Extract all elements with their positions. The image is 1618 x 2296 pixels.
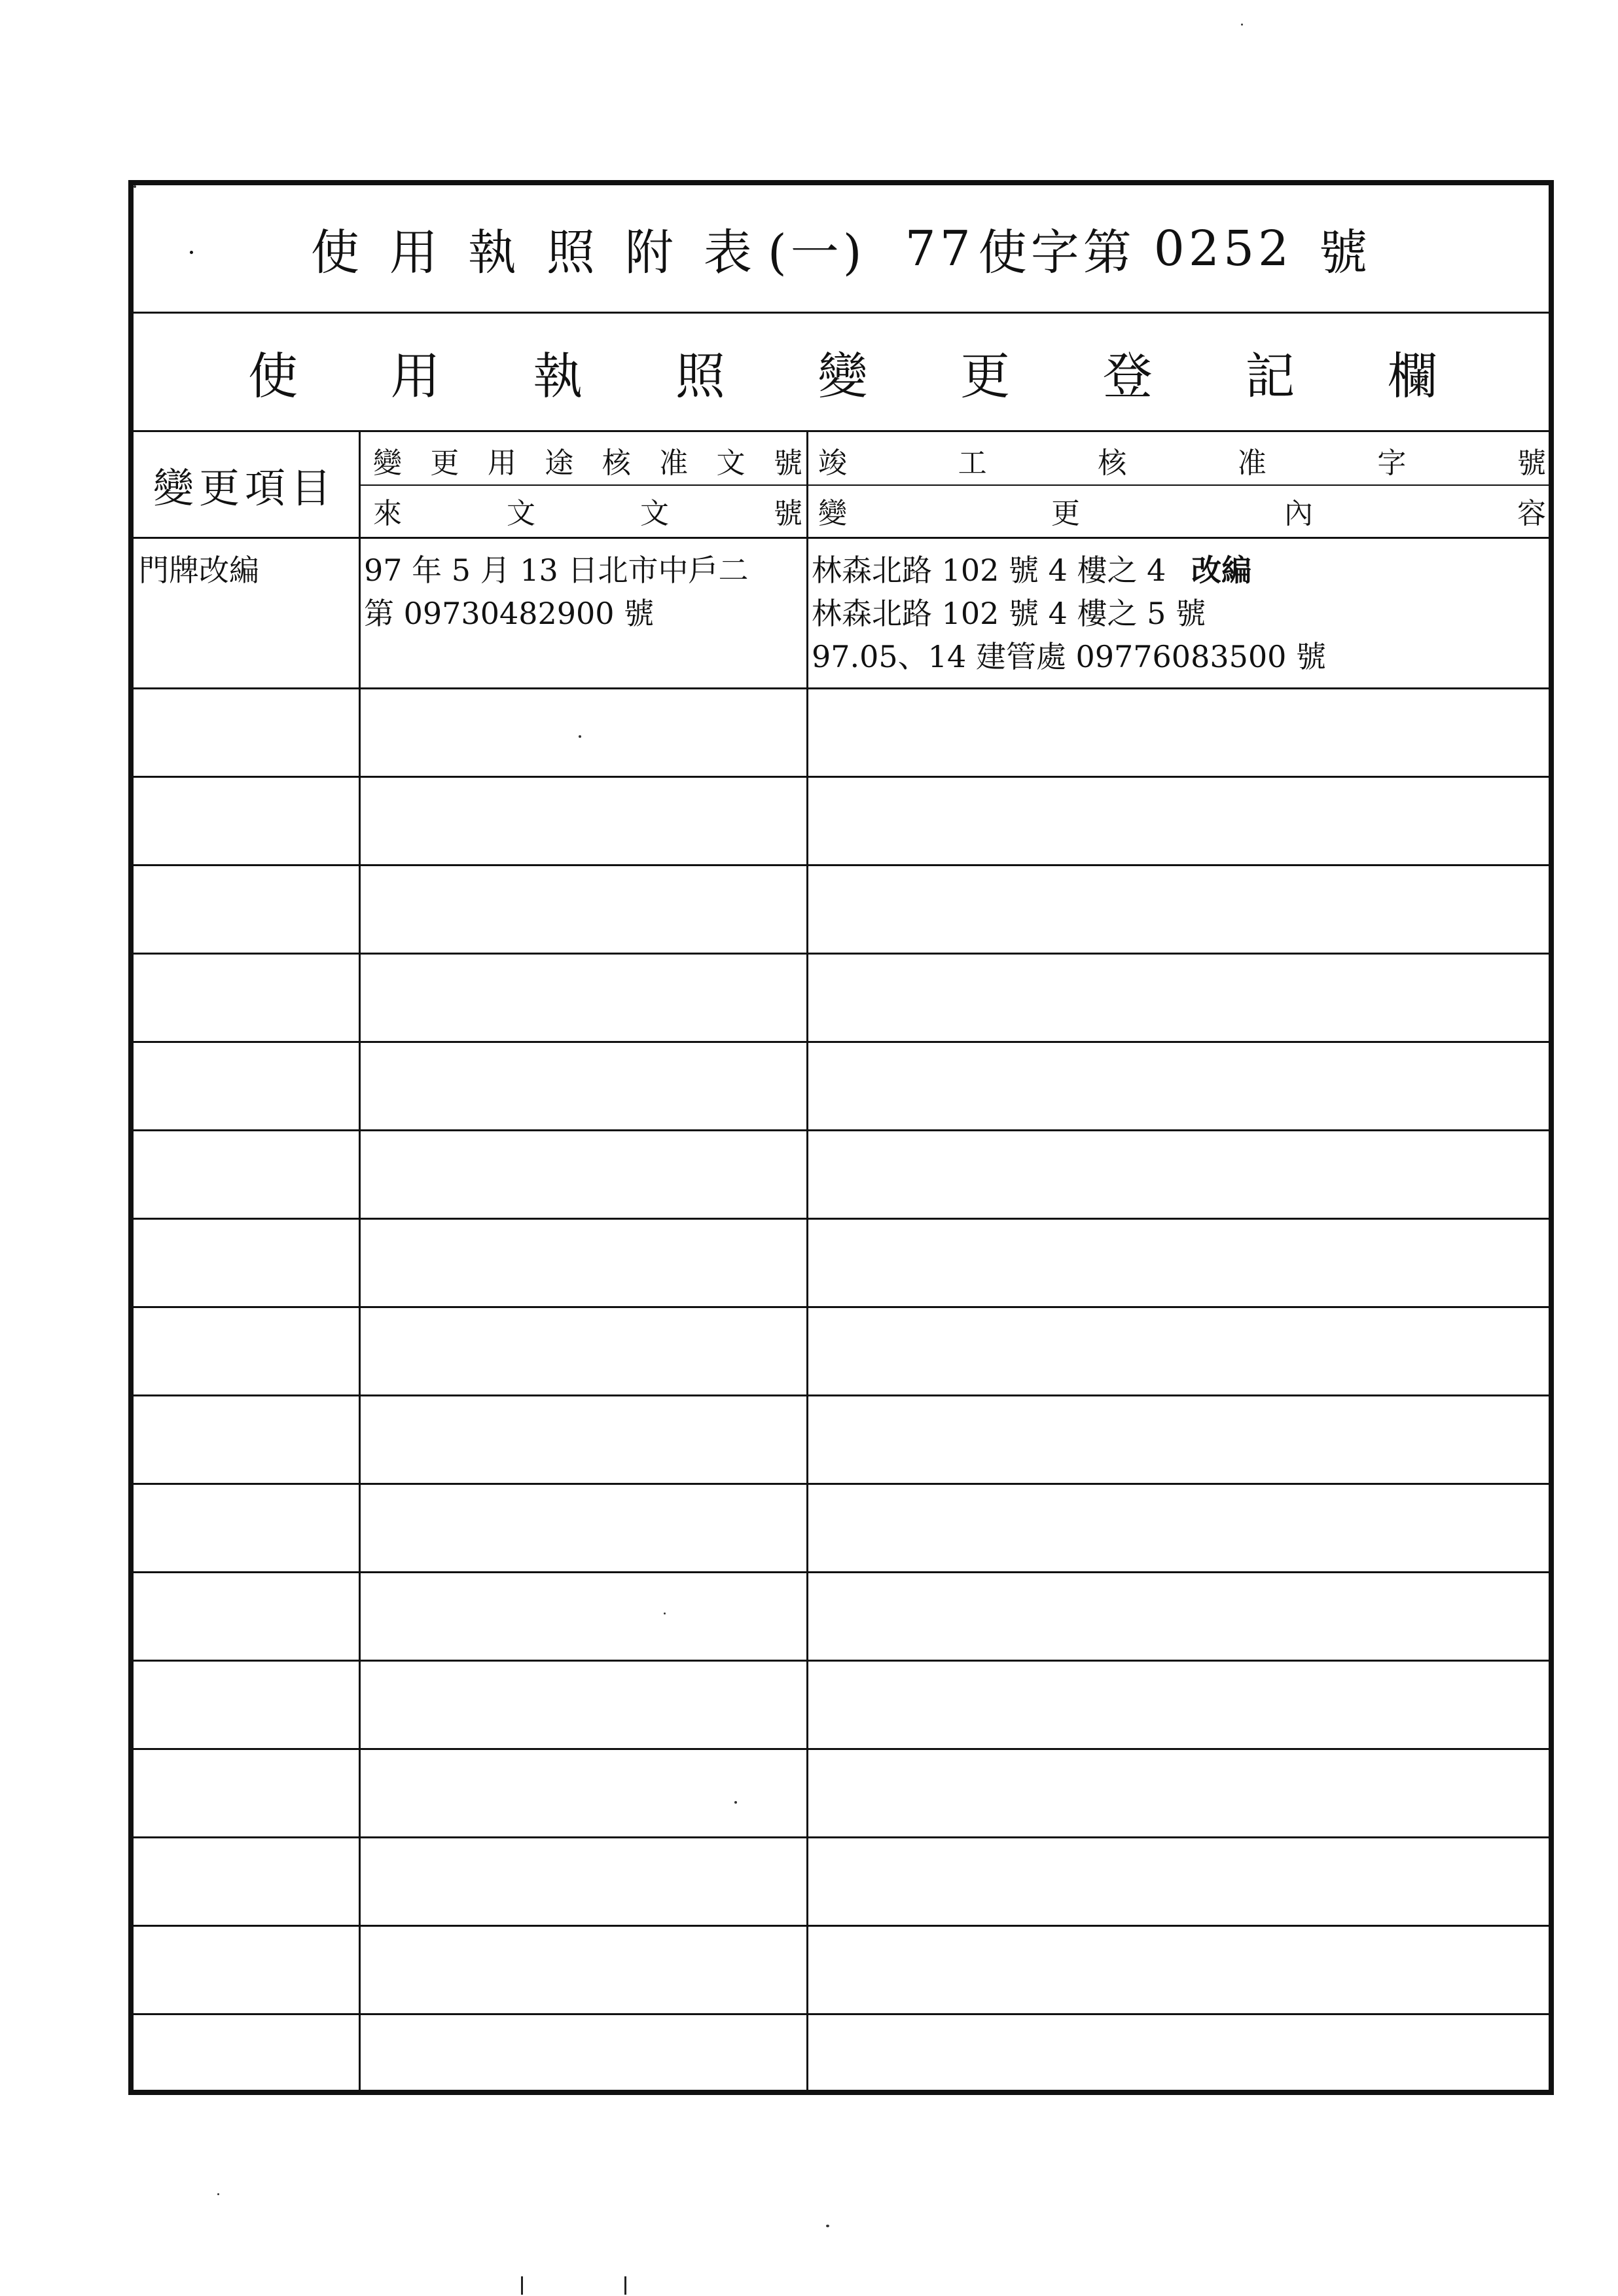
header-completion-approval-no xyxy=(814,437,1549,483)
subtitle-char: 照 xyxy=(675,346,725,405)
section-title xyxy=(134,314,1549,430)
header-divider xyxy=(359,484,1554,486)
header-char: 准 xyxy=(659,446,689,480)
license-year: 77 xyxy=(905,220,975,277)
column-line xyxy=(806,432,808,2090)
title-char: 用 xyxy=(389,224,442,281)
subtitle-char: 變 xyxy=(818,346,868,405)
row-line xyxy=(134,1748,1549,1750)
entry-doc-line1: 97 年 5 月 13 日北市中戶二 xyxy=(364,553,749,588)
row-line xyxy=(134,864,1549,866)
header-char: 用 xyxy=(487,446,516,480)
subtitle-char: 記 xyxy=(1245,346,1295,405)
scan-speck xyxy=(664,1613,666,1614)
header-char: 變 xyxy=(373,446,402,480)
row-line xyxy=(134,953,1549,955)
header-char: 更 xyxy=(430,446,459,480)
row-line xyxy=(134,1836,1549,1838)
row-line xyxy=(134,1218,1549,1220)
header-change-content xyxy=(814,488,1549,534)
scan-speck xyxy=(134,185,136,188)
scan-speck xyxy=(1241,24,1243,26)
row-line xyxy=(134,1660,1549,1662)
header-incoming-doc-no xyxy=(367,488,805,534)
row-line xyxy=(134,1041,1549,1043)
subtitle-char: 登 xyxy=(1102,346,1153,405)
subtitle-char: 欄 xyxy=(1388,346,1437,405)
entry-content-line3: 97.05、14 建管處 09776083500 號 xyxy=(812,639,1327,674)
row-line xyxy=(134,687,1549,689)
binding-mark xyxy=(521,2276,523,2295)
row-line xyxy=(134,1129,1549,1131)
title-char: (一) xyxy=(767,224,866,281)
subtitle-char: 更 xyxy=(960,346,1011,405)
license-number: 0252 xyxy=(1153,220,1293,277)
header-change-item: 變更項目 xyxy=(153,464,336,512)
content-change-type: 改編 xyxy=(1191,553,1252,588)
header-char: 文 xyxy=(507,497,535,530)
row-line xyxy=(134,1571,1549,1573)
header-char: 號 xyxy=(774,497,802,530)
binding-mark xyxy=(624,2276,626,2295)
header-char: 號 xyxy=(1517,446,1546,480)
page-title xyxy=(134,185,1549,312)
row-line xyxy=(134,776,1549,778)
header-char: 號 xyxy=(773,446,802,480)
entry-content-line2: 林森北路 102 號 4 樓之 5 號 xyxy=(812,596,1206,631)
row-line xyxy=(134,2013,1549,2015)
header-char: 變 xyxy=(818,497,847,530)
row-line xyxy=(134,1394,1549,1396)
header-char: 途 xyxy=(545,446,574,480)
title-char: 使 xyxy=(310,224,363,281)
header-char: 文 xyxy=(640,497,669,530)
scan-speck xyxy=(826,2225,829,2227)
subtitle-char: 執 xyxy=(533,346,583,405)
scan-speck xyxy=(734,1801,737,1804)
header-char: 更 xyxy=(1051,497,1080,530)
row-line xyxy=(134,1483,1549,1485)
header-char: 核 xyxy=(1098,446,1127,480)
scan-speck xyxy=(217,2193,219,2195)
title-char: 附 xyxy=(624,224,677,281)
title-char: 使字第 xyxy=(978,224,1136,281)
header-char: 字 xyxy=(1377,446,1407,480)
header-char: 來 xyxy=(373,497,402,530)
content-address-old: 林森北路 102 號 4 樓之 4 xyxy=(812,553,1166,588)
header-char: 准 xyxy=(1237,446,1267,480)
header-char: 容 xyxy=(1517,497,1546,530)
header-approval-doc-no xyxy=(367,437,805,483)
subtitle-char: 用 xyxy=(390,346,440,405)
row-line xyxy=(134,1306,1549,1308)
header-char: 文 xyxy=(716,446,746,480)
title-char: 照 xyxy=(546,224,599,281)
column-line xyxy=(359,432,361,2090)
scan-speck xyxy=(579,735,581,738)
usage-license-table xyxy=(128,180,1554,2095)
subtitle-char: 使 xyxy=(248,346,298,405)
title-char: 號 xyxy=(1319,224,1372,281)
header-char: 內 xyxy=(1284,497,1313,530)
row-line xyxy=(134,1925,1549,1927)
header-char: 竣 xyxy=(818,446,847,480)
header-bottom-line xyxy=(134,537,1549,539)
entry-item: 門牌改編 xyxy=(139,553,259,588)
entry-content-line1 xyxy=(812,549,1251,592)
entry-doc-line2: 第 09730482900 號 xyxy=(364,596,655,631)
header-char: 工 xyxy=(958,446,987,480)
header-char: 核 xyxy=(602,446,631,480)
title-char: 表 xyxy=(703,224,756,281)
title-char: 執 xyxy=(467,224,520,281)
